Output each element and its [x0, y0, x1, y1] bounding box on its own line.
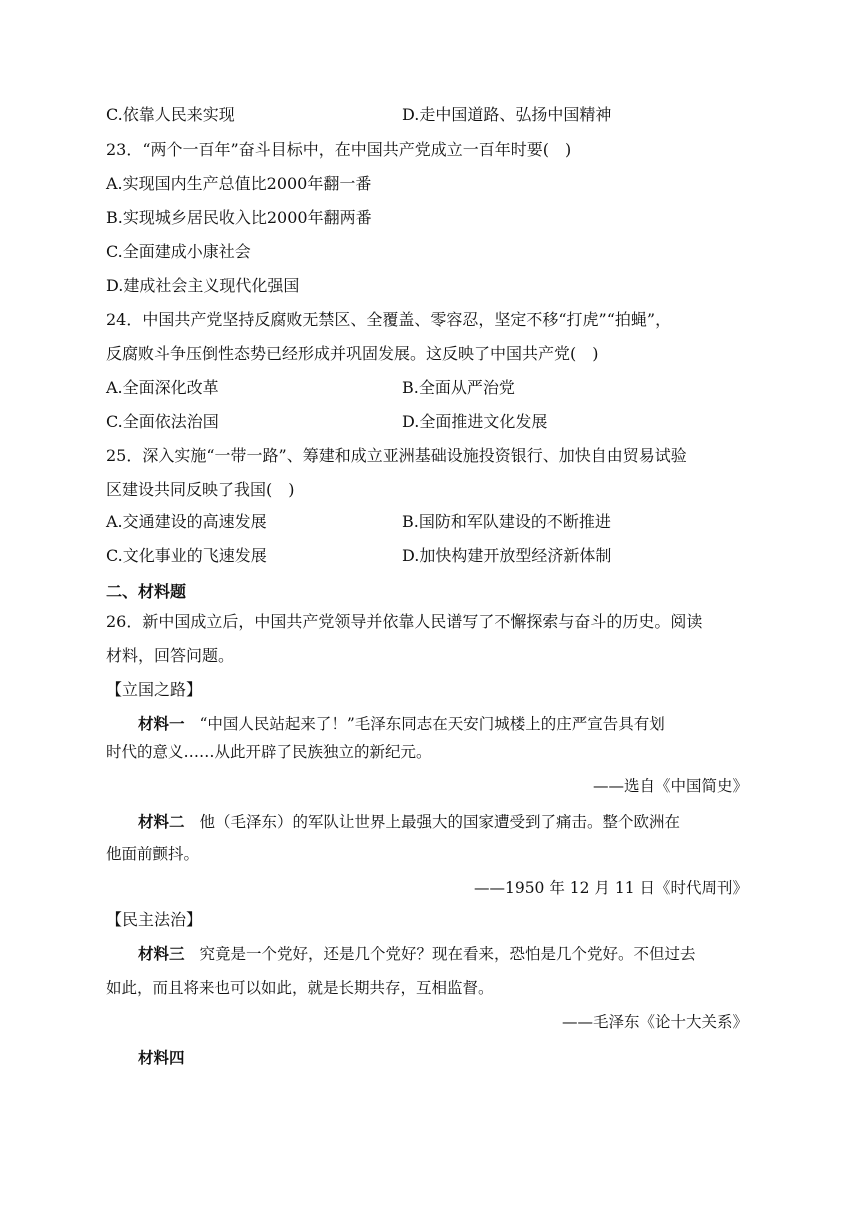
material-4-line1	[138, 1048, 195, 1068]
q24-option-c: C.全面依法治国	[106, 412, 219, 431]
material-1-line1	[138, 714, 665, 734]
q25-options-row-2	[106, 546, 612, 566]
q26-stem-line1: 26．新中国成立后，中国共产党领导并依靠人民谱写了不懈探索与奋斗的历史。阅读	[106, 612, 703, 631]
q24-options-row-1	[106, 378, 515, 398]
material-2-line2: 他面前颤抖。	[106, 845, 200, 863]
material-3-line2: 如此，而且将来也可以如此，就是长期共存，互相监督。	[106, 979, 494, 997]
q25-options-row-1	[106, 512, 611, 532]
material-3-text: 究竟是一个党好，还是几个党好？现在看来，恐怕是几个党好。不但过去	[199, 945, 696, 963]
q24-option-d: D.全面推进文化发展	[402, 412, 548, 431]
q25-stem-line2: 区建设共同反映了我国( )	[106, 480, 295, 499]
material-3-line1	[138, 944, 695, 964]
q25-option-b: B.国防和军队建设的不断推进	[402, 512, 611, 531]
material-3-source: ——毛泽东《论十大关系》	[561, 1013, 748, 1031]
section-title: 二、材料题	[106, 582, 187, 601]
material-3-label: 材料三	[138, 944, 185, 963]
q25-stem-line1: 25．深入实施“一带一路”、筹建和成立亚洲基础设施投资银行、加快自由贸易试验	[106, 446, 687, 465]
q23-option-b: B.实现城乡居民收入比2000年翻两番	[106, 208, 372, 227]
material-1-label: 材料一	[138, 714, 185, 733]
q23-stem: 23．“两个一百年”奋斗目标中，在中国共产党成立一百年时要( )	[106, 140, 572, 159]
q26-stem-line2: 材料，回答问题。	[106, 646, 235, 665]
q22-option-c: C.依靠人民来实现	[106, 105, 235, 124]
part-heading-democracy: 【民主法治】	[106, 910, 203, 929]
material-1-source: ——选自《中国简史》	[592, 777, 748, 795]
q23-option-a: A.实现国内生产总值比2000年翻一番	[106, 174, 372, 193]
q24-stem-line1: 24．中国共产党坚持反腐败无禁区、全覆盖、零容忍，坚定不移“打虎”“拍蝇”，	[106, 310, 672, 329]
material-2-label: 材料二	[138, 812, 185, 831]
q25-option-a: A.交通建设的高速发展	[106, 512, 267, 531]
material-1-line2: 时代的意义……从此开辟了民族独立的新纪元。	[106, 743, 432, 761]
part-heading-founding: 【立国之路】	[106, 680, 203, 699]
q25-option-d: D.加快构建开放型经济新体制	[402, 546, 612, 565]
q24-option-a: A.全面深化改革	[106, 378, 219, 397]
q23-option-c: C.全面建成小康社会	[106, 242, 251, 261]
material-2-line1	[138, 812, 680, 832]
q23-option-d: D.建成社会主义现代化强国	[106, 276, 300, 295]
q24-options-row-2	[106, 412, 548, 432]
material-2-source: ——1950 年 12 月 11 日《时代周刊》	[473, 879, 748, 897]
material-2-text: 他（毛泽东）的军队让世界上最强大的国家遭受到了痛击。整个欧洲在	[199, 813, 680, 831]
q24-stem-line2: 反腐败斗争压倒性态势已经形成并巩固发展。这反映了中国共产党( )	[106, 344, 599, 363]
material-4-label: 材料四	[138, 1048, 185, 1067]
q24-option-b: B.全面从严治党	[402, 378, 515, 397]
q22-option-d: D.走中国道路、弘扬中国精神	[402, 105, 612, 124]
material-1-text: “中国人民站起来了！”毛泽东同志在天安门城楼上的庄严宣告具有划	[199, 715, 665, 733]
q25-option-c: C.文化事业的飞速发展	[106, 546, 267, 565]
q22-options-row-2	[106, 105, 612, 125]
